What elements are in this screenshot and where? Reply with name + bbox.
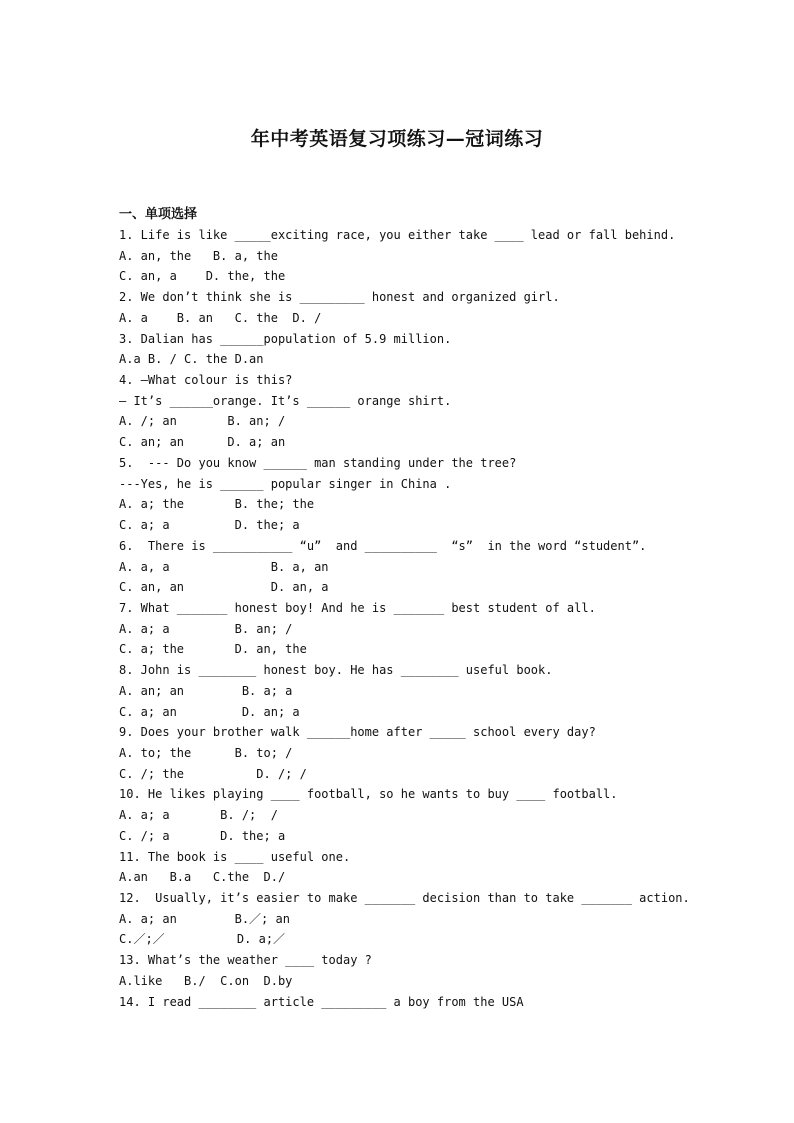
answer-options: A.an B.a C.the D./	[119, 870, 286, 885]
question-text: 11. The book is ____ useful one.	[119, 849, 351, 864]
question-text: 9. Does your brother walk ______home after _____ school every day?	[119, 725, 596, 740]
question-text: 1. Life is like _____exciting race, you either take ____ lead or fall behind.	[119, 228, 676, 242]
question-text: 12. Usually, it’s easier to make _______ decision than to take _______ action.	[119, 891, 690, 905]
question-text: 10. He likes playing ____ football, so he wants to buy ____ football.	[119, 787, 618, 802]
answer-options: C.／;／ D. a;／	[119, 932, 286, 947]
page-title: 年中考英语复习项练习—冠词练习	[250, 128, 544, 150]
answer-options: C. an, an D. an, a	[119, 580, 329, 595]
answer-options: ---Yes, he is ______ popular singer in China .	[119, 476, 452, 491]
answer-options: C. a; a D. the; a	[119, 518, 300, 533]
question-text: 2. We don’t think she is _________ honest and organized girl.	[119, 290, 560, 305]
answer-options: A.like B./ C.on D.by	[119, 973, 293, 988]
answer-options: C. an, a D. the, the	[119, 269, 286, 284]
question-text: 3. Dalian has ______population of 5.9 million.	[119, 331, 452, 346]
answer-options: A. a; the B. the; the	[119, 497, 315, 512]
answer-options: A. /; an B. an; /	[119, 414, 286, 429]
answer-options: A. a; a B. /; /	[119, 808, 278, 823]
question-list	[119, 225, 719, 1012]
answer-options: A. to; the B. to; /	[119, 745, 293, 760]
question-text: 7. What _______ honest boy! And he is _______ best student of all.	[119, 600, 596, 615]
answer-options: – It’s ______orange. It’s ______ orange shirt.	[119, 393, 452, 408]
answer-options: C. /; the D. /; /	[119, 766, 307, 781]
answer-options: A. a; an B.／; an	[119, 911, 290, 926]
answer-options: C. a; an D. an; a	[119, 704, 300, 719]
question-text: 5. --- Do you know ______ man standing under the tree?	[119, 455, 517, 470]
answer-options: C. a; the D. an, the	[119, 642, 307, 657]
question-text: 13. What’s the weather ____ today ?	[119, 953, 372, 968]
answer-options: A. a B. an C. the D. /	[119, 310, 322, 325]
answer-options: A. an, the B. a, the	[119, 248, 278, 263]
question-text: 6. There is ___________ “u” and __________ “s” in the word “student”.	[119, 538, 647, 553]
question-text: 4. –What colour is this?	[119, 373, 293, 388]
answer-options: A.a B. / C. the D.an	[119, 352, 264, 367]
section-heading: 一、单项选择	[119, 207, 198, 222]
answer-options: A. a, a B. a, an	[119, 559, 329, 574]
answer-options: C. an; an D. a; an	[119, 435, 286, 450]
answer-options: A. a; a B. an; /	[119, 621, 293, 636]
answer-options: A. an; an B. a; a	[119, 683, 293, 698]
question-text: 14. I read ________ article _________ a boy from the USA	[119, 994, 524, 1009]
answer-options: C. /; a D. the; a	[119, 828, 286, 843]
question-text: 8. John is ________ honest boy. He has ________ useful book.	[119, 663, 553, 678]
